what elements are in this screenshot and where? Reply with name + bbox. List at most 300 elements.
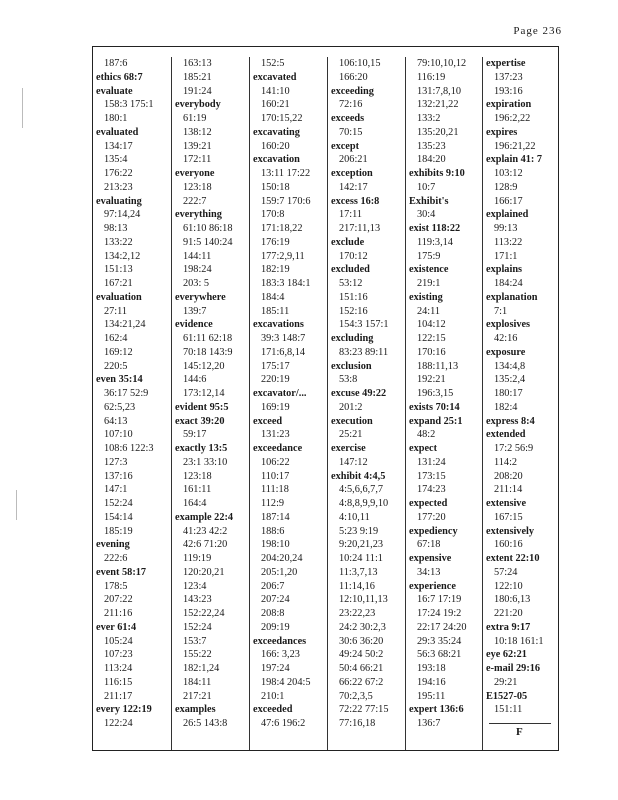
index-reference: 23:1 33:10 [183,456,228,468]
index-reference: 134:21,24 [104,319,146,331]
index-reference: 61:19 [183,113,207,124]
index-reference: 143:23 [183,594,212,606]
index-reference: 208:8 [261,608,285,619]
index-term: extent 22:10 [486,553,540,564]
index-reference: 132:21,22 [417,99,459,111]
index-reference: 53:8 [339,374,358,386]
index-reference: 147:1 [104,484,128,496]
index-reference: 110:17 [261,470,290,482]
index-term: except [331,140,360,152]
index-term: evaluate [96,85,133,97]
index-term: evident 95:5 [175,401,229,413]
index-reference: 203: 5 [183,278,210,289]
index-reference: 97:14,24 [104,209,141,221]
index-reference: 152:22,24 [183,608,225,619]
index-reference: 221:20 [494,608,523,619]
index-reference: 26:5 143:8 [183,718,228,729]
index-term: exceed [253,415,283,427]
index-reference: 182:4 [494,401,518,413]
index-column-4 [327,57,406,750]
index-reference: 154:14 [104,511,133,523]
index-reference: 127:3 [104,456,128,468]
index-reference: 170:8 [261,209,285,221]
index-term: existence [409,264,449,276]
index-reference: 7:1 [494,305,508,317]
index-reference: 196:3,15 [417,388,454,399]
index-reference: 217:11,13 [339,223,381,234]
index-reference: 188:6 [261,525,285,537]
next-section-letter: F [516,726,523,738]
index-reference: 198:4 204:5 [261,676,311,688]
index-reference: 128:9 [494,181,518,193]
index-reference: 207:24 [261,594,290,606]
scan-mark-left-lower [16,490,17,520]
index-reference: 59:17 [183,429,207,441]
index-reference: 177:20 [417,511,446,523]
index-reference: 138:12 [183,126,212,138]
index-reference: 152:5 [261,58,285,69]
index-term: everyone [175,168,215,179]
index-reference: 145:12,20 [183,360,225,372]
index-reference: 5:23 9:19 [339,525,379,537]
index-reference: 23:22,23 [339,608,376,619]
index-reference: 182:1,24 [183,663,220,674]
index-reference: 108:6 122:3 [104,443,154,454]
index-term: every 122:19 [96,704,152,716]
index-term: explanation [486,291,538,303]
index-reference: 116:19 [417,71,446,83]
index-term: exhibit 4:4,5 [331,470,386,482]
index-reference: 112:9 [261,498,285,509]
index-reference: 173:15 [417,470,446,482]
index-reference: 98:13 [104,223,128,234]
index-reference: 184:11 [183,676,212,688]
index-reference: 197:24 [261,663,290,674]
index-reference: 133:2 [417,113,441,124]
index-reference: 155:22 [183,649,212,661]
index-reference: 104:12 [417,319,446,331]
index-reference: 163:13 [183,58,212,69]
index-reference: 67:18 [417,539,441,551]
index-term: exclusion [331,360,372,372]
index-reference: 217:21 [183,690,212,702]
index-reference: 105:24 [104,635,133,647]
index-reference: 123:18 [183,181,212,193]
index-reference: 154:3 157:1 [339,319,389,331]
index-reference: 171:1 [494,250,518,262]
index-reference: 47:6 196:2 [261,718,306,729]
section-divider-rule [489,723,551,724]
index-column-6 [482,57,560,750]
index-term: extensive [486,498,527,509]
index-term: excavation [253,154,300,166]
index-reference: 213:23 [104,181,133,193]
index-reference: 134:17 [104,140,133,152]
index-reference: 144:6 [183,374,207,386]
index-reference: 180:1 [104,113,128,124]
index-reference: 61:10 86:18 [183,223,233,234]
index-term: execution [331,415,373,427]
index-reference: 48:2 [417,429,436,441]
index-reference: 193:18 [417,663,446,674]
index-reference: 191:24 [183,85,212,97]
index-reference: 123:18 [183,470,212,482]
index-term: example 22:4 [175,511,234,523]
index-reference: 166:20 [339,71,368,83]
index-reference: 107:23 [104,649,133,661]
index-reference: 159:7 170:6 [261,195,311,207]
index-term: exception [331,168,373,179]
index-term: excavator/... [253,388,307,399]
index-reference: 34:13 [417,566,441,578]
index-reference: 10:7 [417,181,436,193]
index-term: excluding [331,333,374,344]
index-reference: 36:17 52:9 [104,388,149,399]
index-term: express 8:4 [486,415,535,427]
index-reference: 27:11 [104,305,128,317]
index-term: excavating [253,126,300,138]
index-reference: 50:4 66:21 [339,663,384,674]
index-column-3 [249,57,328,750]
index-reference: 122:24 [104,718,133,729]
index-reference: 24:2 30:2,3 [339,621,386,633]
index-reference: 62:5,23 [104,401,136,413]
index-reference: 162:4 [104,333,128,344]
index-reference: 22:17 24:20 [417,621,467,633]
index-reference: 222:6 [104,553,128,564]
index-reference: 151:13 [104,264,133,276]
index-term: exceeding [331,85,374,97]
index-reference: 187:6 [104,58,128,69]
index-reference: 120:20,21 [183,566,225,578]
index-reference: 222:7 [183,195,207,207]
index-reference: 123:4 [183,580,207,592]
index-reference: 17:2 56:9 [494,443,534,454]
index-reference: 137:16 [104,470,133,482]
index-reference: 219:1 [417,278,441,289]
index-term: expand 25:1 [409,415,463,427]
index-reference: 184:20 [417,154,446,166]
index-reference: 207:22 [104,594,133,606]
index-reference: 136:7 [417,718,441,729]
index-reference: 166:17 [494,195,523,207]
index-reference: 167:15 [494,511,523,523]
index-reference: 72:16 [339,99,363,111]
index-reference: 25:21 [339,429,363,441]
index-reference: 30:4 [417,209,436,221]
index-term: exceeded [253,704,293,716]
index-reference: 42:6 71:20 [183,539,228,551]
index-term: ethics 68:7 [96,71,143,83]
index-reference: 152:24 [104,498,133,509]
index-reference: 185:19 [104,525,133,537]
index-reference: 131:24 [417,456,446,468]
index-reference: 174:23 [417,484,446,496]
index-reference: 211:17 [104,690,133,702]
index-reference: 161:11 [183,484,212,496]
index-reference: 9:20,21,23 [339,539,384,551]
index-reference: 204:20,24 [261,553,303,564]
index-reference: 70:18 143:9 [183,346,233,358]
index-term: excuse 49:22 [331,388,387,399]
index-reference: 160:21 [261,99,290,111]
index-column-1 [93,57,170,750]
index-reference: 171:6,8,14 [261,346,306,358]
index-reference: 198:24 [183,264,212,276]
index-reference: 122:15 [417,333,446,344]
index-reference: 116:15 [104,676,133,688]
index-reference: 206:7 [261,580,285,592]
index-reference: 4:5,6,6,7,7 [339,484,384,496]
index-reference: 170:15,22 [261,113,303,124]
index-term: excavations [253,319,304,331]
index-reference: 188:11,13 [417,360,459,372]
index-reference: 39:3 148:7 [261,333,306,344]
index-reference: 83:23 89:11 [339,346,389,358]
index-reference: 220:5 [104,360,128,372]
index-reference: 134:2,12 [104,250,141,262]
index-reference: 209:19 [261,621,290,633]
page-number: Page 236 [513,25,562,37]
index-term: exists 70:14 [409,401,460,413]
index-reference: 176:22 [104,168,133,179]
index-reference: 134:4,8 [494,360,526,372]
index-reference: 72:22 77:15 [339,704,389,716]
index-reference: 167:21 [104,278,133,289]
index-table [92,46,559,751]
index-reference: 106:10,15 [339,58,381,69]
index-reference: 106:22 [261,456,290,468]
index-reference: 4:8,8,9,9,10 [339,498,389,509]
index-reference: 17:11 [339,209,363,221]
index-reference: 173:12,14 [183,388,225,399]
index-reference: 103:12 [494,168,523,179]
index-term: exceedance [253,443,303,454]
index-term: examples [175,704,216,716]
index-reference: 170:12 [339,250,368,262]
index-reference: 144:11 [183,250,212,262]
index-reference: 61:11 62:18 [183,333,233,344]
scan-mark-left [22,88,23,128]
index-reference: 41:23 42:2 [183,525,228,537]
index-reference: 139:21 [183,140,212,152]
index-reference: 12:10,11,13 [339,594,388,606]
index-column-5 [405,57,483,750]
index-reference: 66:22 67:2 [339,676,384,688]
index-term: extended [486,429,526,441]
index-reference: 211:16 [104,608,133,619]
index-reference: 131:23 [261,429,290,441]
index-term: extensively [486,525,535,537]
index-term: existing [409,291,443,303]
index-reference: 194:16 [417,676,446,688]
index-reference: 184:4 [261,291,285,303]
index-reference: 170:16 [417,346,446,358]
index-term: exactly 13:5 [175,443,228,454]
index-term: Exhibit's [409,195,449,207]
index-reference: 196:21,22 [494,140,536,152]
index-term: explained [486,209,529,221]
index-reference: 114:2 [494,456,518,468]
index-reference: 29:3 35:24 [417,635,462,647]
index-reference: 152:24 [183,621,212,633]
index-reference: 119:3,14 [417,236,453,248]
index-reference: 220:19 [261,374,290,386]
index-reference: 201:2 [339,401,363,413]
index-term: exact 39:20 [175,415,225,427]
index-reference: 24:11 [417,305,441,317]
index-reference: 171:18,22 [261,223,303,234]
index-reference: 11:14,16 [339,580,375,592]
index-reference: 11:3,7,13 [339,566,378,578]
index-term: evidence [175,319,213,331]
index-reference: 42:16 [494,333,518,344]
index-reference: 113:24 [104,663,133,674]
index-reference: 210:1 [261,690,285,702]
index-term: ever 61:4 [96,621,137,633]
index-reference: 175:17 [261,360,290,372]
index-reference: 182:19 [261,264,290,276]
index-term: extra 9:17 [486,621,531,633]
index-reference: 70:15 [339,126,363,138]
index-reference: 184:24 [494,278,523,289]
index-reference: 13:11 17:22 [261,168,311,179]
index-reference: 150:18 [261,181,290,193]
index-reference: 172:11 [183,154,212,166]
index-reference: 169:12 [104,346,133,358]
index-term: exercise [331,443,366,454]
index-reference: 208:20 [494,470,523,482]
index-term: evening [96,539,130,551]
index-term: explosives [486,319,531,331]
index-reference: 122:10 [494,580,523,592]
index-reference: 166: 3,23 [261,649,300,661]
index-reference: 185:21 [183,71,212,83]
index-reference: 56:3 68:21 [417,649,462,661]
index-reference: 113:22 [494,236,523,248]
index-term: exceeds [331,113,365,124]
index-reference: 29:21 [494,676,518,688]
index-term: exclude [331,236,365,248]
index-reference: 195:11 [417,690,446,702]
index-reference: 211:14 [494,484,523,496]
index-reference: 187:14 [261,511,290,523]
index-term: everything [175,209,222,221]
index-term: excess 16:8 [331,195,380,207]
index-reference: 177:2,9,11 [261,250,305,262]
index-reference: 176:19 [261,236,290,248]
index-reference: 131:7,8,10 [417,85,462,97]
index-term: evaluated [96,126,139,138]
index-term: expertise [486,58,526,69]
index-column-2 [171,57,250,750]
index-reference: 77:16,18 [339,718,376,729]
index-reference: 57:24 [494,566,518,578]
index-reference: 169:19 [261,401,290,413]
index-reference: 205:1,20 [261,566,298,578]
index-reference: 119:19 [183,553,212,564]
index-reference: 111:18 [261,484,289,496]
index-reference: 99:13 [494,223,518,234]
index-reference: 133:22 [104,236,133,248]
index-reference: 164:4 [183,498,207,509]
index-term: excluded [331,264,370,276]
index-reference: 4:10,11 [339,511,370,523]
index-reference: 91:5 140:24 [183,236,233,248]
index-term: e-mail 29:16 [486,663,541,674]
index-term: exhibits 9:10 [409,168,465,179]
index-term: explain 41: 7 [486,154,543,166]
index-reference: 183:3 184:1 [261,278,311,289]
index-reference: 206:21 [339,154,368,166]
index-reference: 180:6,13 [494,594,531,606]
index-reference: 49:24 50:2 [339,649,384,661]
index-term: expect [409,443,438,454]
index-term: expediency [409,525,458,537]
index-term: everybody [175,99,221,111]
index-reference: 30:6 36:20 [339,635,384,647]
index-reference: 178:5 [104,580,128,592]
index-reference: 151:11 [494,704,523,716]
index-reference: 139:7 [183,305,207,317]
index-reference: 16:7 17:19 [417,594,462,606]
index-term: experience [409,580,456,592]
index-term: evaluation [96,291,142,303]
index-reference: 160:16 [494,539,523,551]
index-reference: 160:20 [261,140,290,152]
index-term: E1527-05 [486,690,528,702]
index-term: explains [486,264,523,276]
index-reference: 135:23 [417,140,446,152]
index-reference: 17:24 19:2 [417,608,462,619]
index-term: expected [409,498,448,509]
index-term: exist 118:22 [409,223,461,234]
index-term: even 35:14 [96,374,143,386]
index-reference: 70:2,3,5 [339,690,373,702]
index-reference: 147:12 [339,456,368,468]
index-term: exposure [486,346,526,358]
index-term: event 58:17 [96,566,147,578]
index-reference: 196:2,22 [494,113,531,124]
index-term: exceedances [253,635,307,647]
index-reference: 135:2,4 [494,374,526,386]
index-reference: 64:13 [104,415,128,427]
index-reference: 152:16 [339,305,368,317]
index-reference: 53:12 [339,278,363,289]
index-term: everywhere [175,291,226,303]
index-reference: 192:21 [417,374,446,386]
index-reference: 193:16 [494,85,523,97]
index-reference: 141:10 [261,85,290,97]
index-reference: 10:18 161:1 [494,635,544,647]
index-reference: 137:23 [494,71,523,83]
index-reference: 153:7 [183,635,207,647]
index-reference: 185:11 [261,305,290,317]
index-reference: 151:16 [339,291,368,303]
index-term: expiration [486,99,532,111]
index-reference: 79:10,10,12 [417,58,467,69]
index-term: expert 136:6 [409,704,464,716]
index-reference: 135:20,21 [417,126,459,138]
index-term: expires [486,126,518,138]
index-reference: 158:3 175:1 [104,99,154,111]
index-reference: 135:4 [104,154,128,166]
index-term: expensive [409,553,452,564]
index-term: eye 62:21 [486,649,527,661]
index-term: excavated [253,71,297,83]
index-reference: 142:17 [339,181,368,193]
index-reference: 180:17 [494,388,523,399]
